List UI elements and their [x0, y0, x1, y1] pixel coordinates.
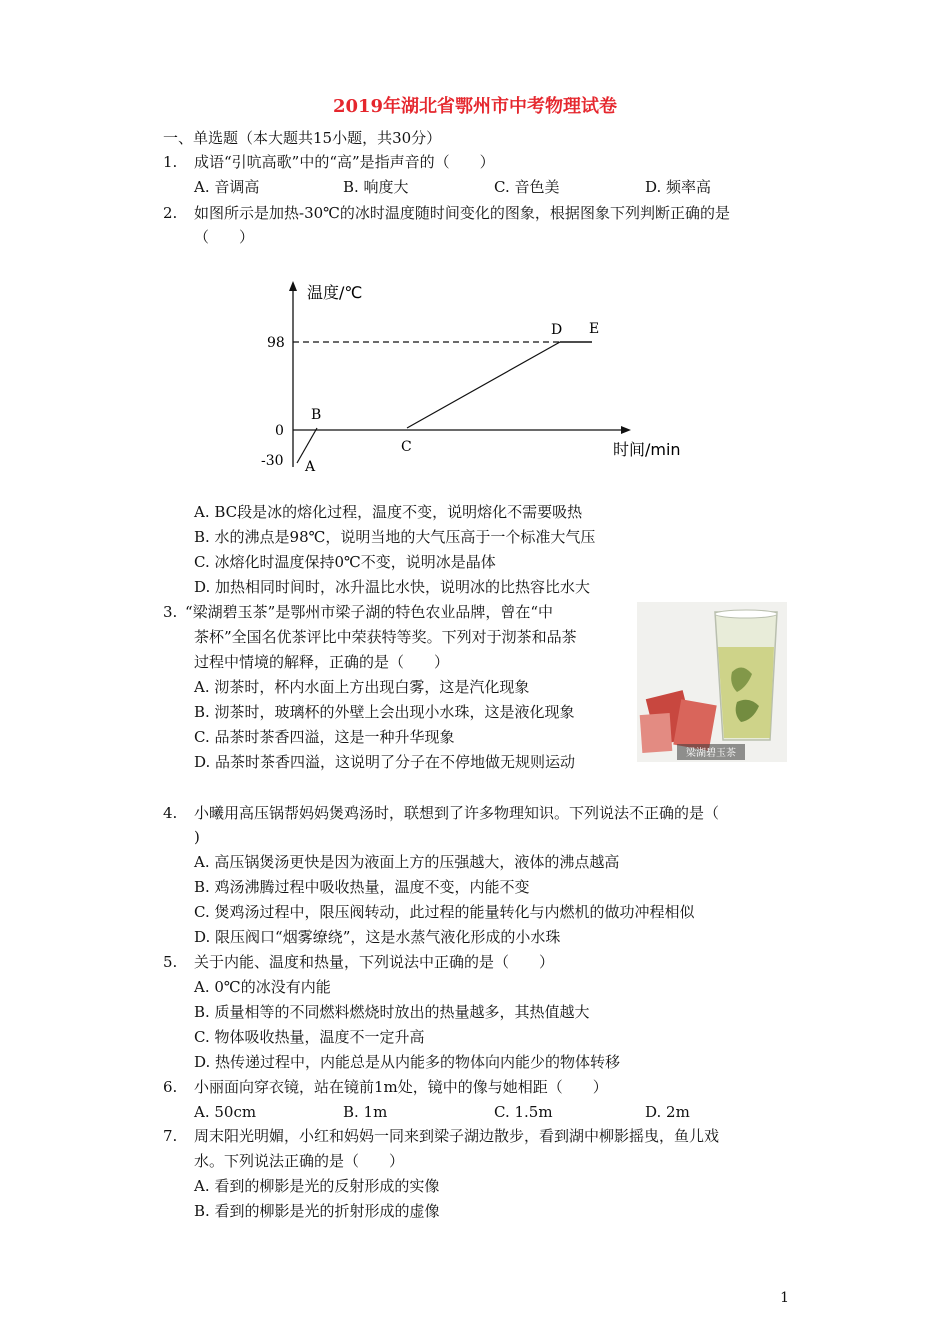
segment-cd	[407, 342, 560, 428]
q1-stem: 成语“引吭高歌”中的“高”是指声音的（ ）	[194, 153, 495, 171]
q2-number: 2.	[163, 204, 178, 222]
q4-option-a: A. 高压锅煲汤更快是因为液面上方的压强越大，液体的沸点越高	[194, 853, 620, 871]
tea-caption: 梁湖碧玉茶	[686, 748, 736, 759]
q6-option-d: D. 2m	[645, 1103, 690, 1121]
segment-ab	[297, 428, 317, 463]
point-b-label: B	[311, 407, 322, 423]
x-axis-arrow	[621, 426, 631, 434]
q3-stem-line2: 茶杯”全国名优茶评比中荣获特等奖。下列对于沏茶和品茶	[194, 628, 577, 646]
q6-option-b: B. 1m	[343, 1103, 388, 1121]
q6-number: 6.	[163, 1078, 178, 1096]
q6-stem: 小丽面向穿衣镜，站在镜前1m处，镜中的像与她相距（ ）	[194, 1078, 608, 1096]
q3-stem-line1: “梁湖碧玉茶”是鄂州市梁子湖的特色农业品牌，曾在“中	[185, 603, 554, 621]
q5-option-d: D. 热传递过程中，内能总是从内能多的物体向内能少的物体转移	[194, 1053, 621, 1071]
q4-option-d: D. 限压阀口“烟雾缭绕”，这是水蒸气液化形成的小水珠	[194, 928, 561, 946]
section-heading: 一、单选题（本大题共15小题，共30分）	[163, 129, 442, 147]
point-e-label: E	[589, 321, 600, 337]
q1-option-c: C. 音色美	[494, 178, 560, 196]
glass-rim	[715, 610, 777, 618]
q5-option-a: A. 0℃的冰没有内能	[194, 978, 331, 996]
q3-option-a: A. 沏茶时，杯内水面上方出现白雾，这是汽化现象	[194, 678, 530, 696]
q2-option-c: C. 冰熔化时温度保持0℃不变，说明冰是晶体	[194, 553, 496, 571]
q1-option-a: A. 音调高	[194, 178, 260, 196]
q5-option-c: C. 物体吸收热量，温度不一定升高	[194, 1028, 425, 1046]
q1-option-b: B. 响度大	[343, 178, 409, 196]
q7-number: 7.	[163, 1127, 178, 1145]
q3-stem-line3: 过程中情境的解释，正确的是（ ）	[194, 653, 450, 671]
q4-stem-line1: 小曦用高压锅帮妈妈煲鸡汤时，联想到了许多物理知识。下列说法不正确的是（	[194, 804, 720, 822]
q2-option-d: D. 加热相同时间时，冰升温比水快，说明冰的比热容比水大	[194, 578, 591, 596]
page-number: 1	[780, 1290, 789, 1306]
q3-option-b: B. 沏茶时，玻璃杯的外壁上会出现小水珠，这是液化现象	[194, 703, 575, 721]
q1-number: 1.	[163, 153, 178, 171]
q5-stem: 关于内能、温度和热量，下列说法中正确的是（ ）	[194, 953, 555, 971]
q2-stem-line1: 如图所示是加热-30℃的冰时温度随时间变化的图象，根据图象下列判断正确的是	[194, 204, 730, 222]
point-c-label: C	[401, 439, 412, 455]
q7-option-b: B. 看到的柳影是光的折射形成的虚像	[194, 1202, 440, 1220]
q4-stem-line2: )	[194, 828, 200, 846]
q5-number: 5.	[163, 953, 178, 971]
y-axis-arrow	[289, 281, 297, 291]
q5-option-b: B. 质量相等的不同燃料燃烧时放出的热量越多，其热值越大	[194, 1003, 590, 1021]
page-title: 2019年湖北省鄂州市中考物理试卷	[332, 96, 618, 117]
tick-minus-30: -30	[261, 453, 284, 469]
q2-option-a: A. BC段是冰的熔化过程，温度不变，说明熔化不需要吸热	[194, 503, 583, 521]
q3-option-d: D. 品茶时茶香四溢，这说明了分子在不停地做无规则运动	[194, 753, 576, 771]
tick-0: 0	[275, 423, 284, 439]
tea-liquid	[718, 647, 774, 738]
q7-stem-line2: 水。下列说法正确的是（ ）	[194, 1152, 405, 1170]
q2-option-b: B. 水的沸点是98℃，说明当地的大气压高于一个标准大气压	[194, 528, 596, 546]
tea-photo	[637, 602, 787, 762]
temperature-time-graph	[255, 275, 695, 485]
q4-number: 4.	[163, 804, 178, 822]
x-axis-label: 时间/min	[613, 440, 681, 459]
q6-option-a: A. 50cm	[194, 1103, 257, 1121]
q7-stem-line1: 周末阳光明媚，小红和妈妈一同来到梁子湖边散步，看到湖中柳影摇曳，鱼儿戏	[194, 1127, 720, 1145]
q4-option-b: B. 鸡汤沸腾过程中吸收热量，温度不变，内能不变	[194, 878, 530, 896]
q1-option-d: D. 频率高	[645, 178, 712, 196]
tick-98: 98	[267, 335, 285, 351]
point-d-label: D	[551, 322, 563, 338]
q6-option-c: C. 1.5m	[494, 1103, 553, 1121]
q4-option-c: C. 煲鸡汤过程中，限压阀转动，此过程的能量转化与内燃机的做功冲程相似	[194, 903, 695, 921]
q3-option-c: C. 品茶时茶香四溢，这是一种升华现象	[194, 728, 455, 746]
q2-stem-line2: （ ）	[194, 228, 255, 246]
point-a-label: A	[305, 459, 316, 475]
q7-option-a: A. 看到的柳影是光的反射形成的实像	[194, 1177, 440, 1195]
tea-packet-3	[640, 713, 673, 753]
y-axis-label: 温度/℃	[307, 283, 363, 302]
q3-number: 3.	[163, 603, 178, 621]
